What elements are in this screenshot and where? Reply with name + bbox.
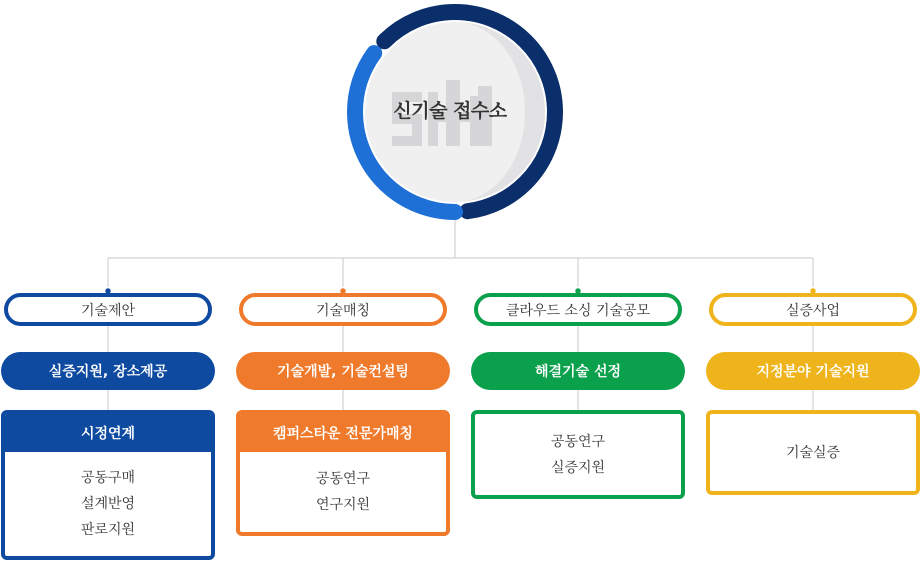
branch-2-box (236, 410, 450, 536)
branch-1-box-body (5, 452, 211, 556)
list-item: 기술실증 (785, 444, 841, 461)
list-item: 공동연구 (315, 471, 371, 487)
list-item: 연구지원 (315, 497, 371, 513)
branch-4-header: 실증사업 (709, 293, 917, 326)
branch-2-box-title: 캠퍼스타운 전문가매칭 (240, 414, 446, 452)
branch-3-sub: 해결기술 선정 (471, 352, 685, 390)
branch-1-box-title: 시정연계 (5, 414, 211, 452)
branch-4-box-body (710, 414, 916, 491)
list-item: 설계반영 (80, 496, 136, 512)
branch-2-header: 기술매칭 (239, 293, 447, 326)
branch-4-sub: 지정분야 기술지원 (706, 352, 920, 390)
branch-1-header: 기술제안 (4, 293, 212, 326)
branch-1-box (1, 410, 215, 560)
branch-4-box (706, 410, 920, 495)
branch-3-box (471, 410, 685, 499)
list-item: 실증지원 (550, 459, 606, 476)
list-item: 공동구매 (80, 470, 136, 486)
branch-2-box-body (240, 452, 446, 532)
branch-2-sub: 기술개발, 기술컨설팅 (236, 352, 450, 390)
hub-title: 신기술 접수소 (393, 100, 507, 122)
branch-1-sub: 실증지원, 장소제공 (1, 352, 215, 390)
branch-3-header: 클라우드 소싱 기술공모 (474, 293, 682, 326)
branch-3-box-body (475, 414, 681, 495)
list-item: 공동연구 (550, 433, 606, 450)
list-item: 판로지원 (80, 522, 136, 538)
